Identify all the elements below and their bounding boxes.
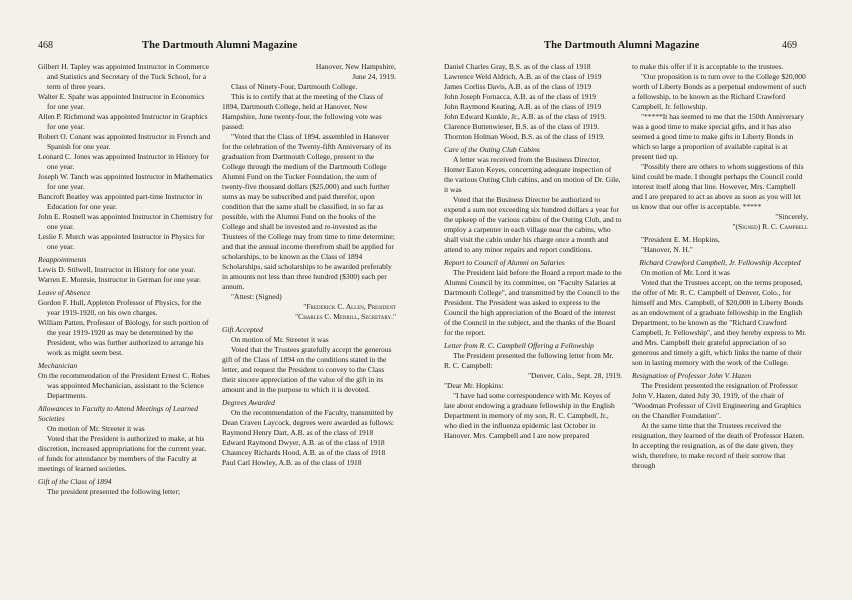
- paragraph: John Edward Kunkle, Jr., A.B. as of the class of 1919.: [444, 112, 607, 121]
- section-heading: Degrees Awarded: [222, 398, 275, 407]
- paragraph: to make this offer if it is acceptable to the trustees.: [632, 62, 784, 71]
- paragraph: Leslie F. Murch was appointed Instructor in Physics for one year.: [38, 232, 205, 251]
- paragraph: "Denver, Colo., Sept. 28, 1919.: [527, 371, 622, 380]
- paragraph: Gilbert H. Tapley was appointed Instructor in Commerce and Statistics and Secretary of the Tuck School, for a term of three years.: [38, 62, 209, 91]
- paragraph: "Attest: (Signed): [231, 292, 282, 301]
- paragraph: "Possibly there are others to whom suggestions of this kind could be made. I thought perhaps the Council could interest itself along that line. However, Mrs. Campbell and I are prepared to act as above as soon as you will let us know that our offer is acceptable. *****: [632, 162, 804, 211]
- paragraph: On the recommendation of the Faculty, transmitted by Dean Craven Laycock, degrees were awarded as follows:: [222, 408, 395, 427]
- paragraph: June 24, 1919.: [352, 72, 396, 81]
- section-heading: Leave of Absence: [38, 288, 91, 297]
- paragraph: This is to certify that at the meeting of the Class of 1894, Dartmouth College, held at Hanover, New Hampshire, June twenty-four, the following vote was passed:: [222, 92, 384, 131]
- paragraph: Voted that the Business Director be authorized to expend a sum not exceeding six hundred dollars a year for the upkeep of the various cabins of the Outing Club, and to employ a carpenter in each village near the cabins, who shall visit the cabin under his charge once a month and attend to any minor repairs and report conditions.: [444, 195, 622, 254]
- paragraph: Clarence Buttenwieser, B.S. as of the class of 1919.: [444, 122, 600, 131]
- page-number: 468: [38, 40, 53, 51]
- paragraph: Paul Carl Howley, A.B. as of the class of 1918: [222, 458, 362, 467]
- paragraph: On motion of Mr. Streeter it was: [47, 424, 145, 433]
- paragraph: Bancroft Beatley was appointed part-time Instructor in Education for one year.: [38, 192, 203, 211]
- running-header: The Dartmouth Alumni Magazine: [142, 40, 298, 51]
- paragraph: John Joseph Fornacca, A.B. as of the class of 1919: [444, 92, 597, 101]
- page-number: 469: [782, 40, 797, 51]
- paragraph: Lewis D. Stilwell, Instructor in History for one year.: [38, 265, 196, 274]
- section-heading: Resignation of Professor John V. Hazen: [632, 371, 752, 380]
- section-heading: Gift of the Class of 1894: [38, 477, 112, 486]
- paragraph: On motion of Mr. Lord it was: [641, 268, 730, 277]
- paragraph: Gordon F. Hull, Appleton Professor of Physics, for the year 1919-1920, on his own charges.: [38, 298, 202, 317]
- paragraph: Warren E. Montsie, Instructor in German for one year.: [38, 275, 201, 284]
- left-page-column-2: [222, 62, 396, 468]
- paragraph: Voted that the President is authorized to make, at his discretion, increased appropriations for the current year, of funds for attendance by members of the Faculty at meetings of learned societies.: [38, 434, 206, 473]
- section-heading: Richard Crawford Campbell, Jr. Fellowship Accepted: [639, 258, 801, 267]
- paragraph: James Corliss Davis, A.B. as of the class of 1919: [444, 82, 592, 91]
- paragraph: "I have had some correspondence with Mr. Keyes of late about endowing a graduate fellowship in the English Department in memory of my son, R. C. Campbell, Jr., who died in the influenza epidemic last October in Hanover. Mrs. Campbell and I are now prepared: [444, 391, 615, 440]
- paragraph: "President E. M. Hopkins,: [641, 235, 720, 244]
- paragraph: John Raymond Keating, A.B. as of the class of 1919: [444, 102, 602, 111]
- paragraph: Walter E. Spahr was appointed Instructor in Economics for one year.: [38, 92, 205, 111]
- section-heading: Mechanician: [38, 361, 78, 370]
- paragraph: Raymond Henry Dart, A.B. as of the class of 1918: [222, 428, 374, 437]
- paragraph: Voted that the Trustees accept, on the terms proposed, the offer of Mr. R. C. Campbell of Denver, Colo., for himself and Mrs. Campbell, of $20,000 in Liberty Bonds as an endowment of a graduate fellowship in the English Department, to be known as the "Richard Crawford Campbell, Jr. Fellowship", and they hereby express to Mr. and Mrs. Campbell their grateful appreciation of so generous and timely a gift, which links the name of their son in lasting memory with the work of the College.: [632, 278, 807, 367]
- paragraph: On motion of Mr. Streeter it was: [231, 335, 329, 344]
- section-heading: Report to Council of Alumni on Salaries: [444, 258, 565, 267]
- paragraph: "Hanover, N. H.": [641, 245, 693, 254]
- paragraph: The president presented the following letter;: [47, 487, 181, 496]
- paragraph: Edward Raymond Dwyer, A.B. as of the class of 1918: [222, 438, 385, 447]
- paragraph: Voted that the Trustees gratefully accept the generous gift of the Class of 1894 on the conditions stated in the letter, and request the President to convey to the Class their sincere appreciation of the value of the gift in its amount and in the purpose to which it is devoted.: [222, 345, 392, 394]
- paragraph: "Frederick C. Allen, President: [303, 302, 396, 311]
- paragraph: John E. Rosnell was appointed Instructor in Chemistry for one year.: [38, 212, 213, 231]
- section-heading: Letter from R. C. Campbell Offering a Fellowship: [444, 341, 594, 350]
- paragraph: The President laid before the Board a report made to the Alumni Council by its committee, on "Faculty Salaries at Dartmouth College", and transmitted by the Council to the President. The President was asked to express to the Council the high appreciation of the Board of the interest of the Council in the subject, and the thanks of the Board for the report.: [444, 268, 622, 337]
- paragraph: "Dear Mr. Hopkins:: [444, 381, 504, 390]
- paragraph: William Patten, Professor of Biology, for such portion of the year 1919-1920 as may be determined by the President, who was further authorized to arrange his work as might seem best.: [38, 318, 209, 357]
- paragraph: "Voted that the Class of 1894, assembled in Hanover for the celebration of the Twenty-fifth Anniversary of its graduation from Dartmouth College, present to the College through the medium of the Dartmouth College Alumni Fund on the Tucker Foundation, the sum of twenty-five thousand dollars ($25,000) and such further sums as may be subscribed and paid therefor, upon condition that the same shall be classified, in so far as possible, with the Alumni Fund on the books of the College and shall be invested and re-invested as the Trustees of the College may from time to time determine; and that the annual income therefrom shall be applied for scholarships, to be known as the Class of 1894 Scholarships, said scholarships to be awarded preferably in amounts not less than three hundred ($300) each per annum.: [222, 132, 395, 291]
- paragraph: "(Signed) R. C. Campbell: [732, 222, 808, 231]
- paragraph: Joseph W. Tanch was appointed Instructor in Mathematics for one year.: [38, 172, 213, 191]
- paragraph: The President presented the resignation of Professor John V. Hazen, dated July 30, 1919, of the chair of "Woodman Professor of Civil Engineering and Graphics on the Chandler Foundation".: [632, 381, 802, 420]
- paragraph: Leonard C. Jones was appointed Instructor in History for one year.: [38, 152, 210, 171]
- paragraph: Daniel Charles Gray, B.S. as of the class of 1918: [444, 62, 591, 71]
- paragraph: Lawrence Weld Aldrich, A.B. as of the class of 1919: [444, 72, 602, 81]
- paragraph: Hanover, New Hampshire,: [315, 62, 396, 71]
- section-heading: Reappointments: [38, 255, 87, 264]
- left-page-column-1: [38, 62, 214, 497]
- paragraph: At the same time that the Trustees received the resignation, they learned of the death of Professor Hazen. In accepting the resignation, as of the date given, they wish, therefore, to make record of their sorrow that through: [632, 421, 805, 470]
- paragraph: "*****It has seemed to me that the 150th Anniversary was a good time to make special gifts, and it has also seemed a good time to make gifts in Liberty Bonds in which so large a proportion of available capital is at present tied up.: [632, 112, 805, 161]
- right-page: [426, 0, 852, 600]
- right-page-column-1: [444, 62, 622, 441]
- paragraph: Thornton Holman Wood, B.S. as of the class of 1919.: [444, 132, 605, 141]
- section-heading: Gift Accepted: [222, 325, 263, 334]
- running-header: The Dartmouth Alumni Magazine: [544, 40, 700, 51]
- paragraph: Class of Ninety-Four, Dartmouth College.: [231, 82, 358, 91]
- paragraph: Robert O. Conant was appointed Instructor in French and Spanish for one year.: [38, 132, 211, 151]
- paragraph: The President presented the following letter from Mr. R. C. Campbell:: [444, 351, 614, 370]
- paragraph: "Our proposition is to turn over to the College $20,000 worth of Liberty Bonds as a perpetual endowment of such a fellowship, to be known as the Richard Crawford Campbell, Jr. fellowship.: [632, 72, 807, 111]
- paragraph: "Charles C. Merrill, Secretary.": [295, 312, 396, 321]
- paragraph: Allen P. Richmond was appointed Instructor in Graphics for one year.: [38, 112, 208, 131]
- paragraph: Chauncey Richards Hood, A.B. as of the class of 1918: [222, 448, 386, 457]
- paragraph: "Sincerely,: [775, 212, 808, 221]
- section-heading: Care of the Outing Club Cabins: [444, 145, 540, 154]
- paragraph: On the recommendation of the President Ernest C. Robes was appointed Mechanician, assistant to the Science Departments.: [38, 371, 210, 400]
- paragraph: A letter was received from the Business Director, Homer Eaton Keyes, concerning adequate inspection of the various Outing Club cabins, and on motion of Dr. Gile, it was: [444, 155, 621, 194]
- right-page-column-2: [632, 62, 808, 471]
- section-heading: Allowances to Faculty to Attend Meetings of Learned Societies: [38, 404, 199, 423]
